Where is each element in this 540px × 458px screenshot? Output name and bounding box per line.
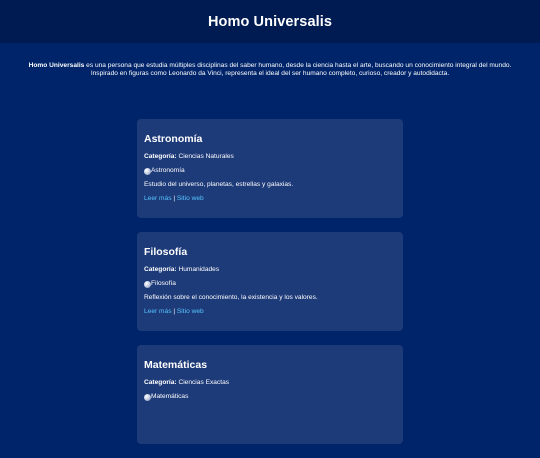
category-value: Ciencias Exactas (178, 379, 230, 386)
image-alt-text: Filosofía (151, 280, 176, 287)
link-separator: | (173, 308, 176, 315)
image-alt-text: Astronomía (151, 167, 185, 174)
card-astronomia (137, 119, 403, 218)
card-category (144, 379, 396, 387)
page-title: Homo Universalis (207, 13, 333, 30)
card-title: Matemáticas (144, 359, 208, 371)
card-filosofia (137, 232, 403, 331)
read-more-link[interactable]: Leer más (144, 308, 172, 315)
broken-image-icon (144, 281, 151, 288)
card-image (144, 280, 396, 288)
category-value: Ciencias Naturales (178, 153, 234, 160)
intro-line-2: Inspirado en figuras como Leonardo da Vinci, representa el ideal del ser humano completo, curioso, creador y autodidacta. (90, 70, 450, 78)
card-title: Filosofía (144, 246, 188, 258)
website-link[interactable]: Sitio web (176, 308, 204, 315)
card-description: Reflexión sobre el conocimiento, la existencia y los valores. (144, 294, 318, 301)
image-alt-text: Matemáticas (151, 393, 189, 400)
read-more-link[interactable]: Leer más (144, 195, 172, 202)
card-title: Astronomía (144, 133, 203, 145)
card-matematicas (137, 345, 403, 444)
intro-text (10, 62, 530, 79)
category-label: Categoría: (144, 266, 177, 273)
category-value: Humanidades (178, 266, 220, 273)
intro-bold-term: Homo Universalis (28, 62, 85, 69)
card-links (144, 308, 396, 316)
intro-line-1 (10, 62, 530, 70)
link-separator: | (173, 195, 176, 202)
category-label: Categoría: (144, 379, 177, 386)
discipline-cards (137, 119, 403, 458)
card-category (144, 266, 396, 274)
broken-image-icon (144, 168, 151, 175)
broken-image-icon (144, 394, 151, 401)
card-image (144, 393, 396, 401)
card-description: Estudio del universo, planetas, estrellas y galaxias. (144, 181, 294, 188)
card-category (144, 153, 396, 161)
card-links (144, 195, 396, 203)
intro-line-1-text: es una persona que estudia múltiples disciplinas del saber humano, desde la ciencia hasta el arte, buscando un conocimiento integral del mundo. (84, 62, 512, 69)
category-label: Categoría: (144, 153, 177, 160)
website-link[interactable]: Sitio web (176, 195, 204, 202)
page-header (0, 0, 540, 43)
card-image (144, 167, 396, 175)
